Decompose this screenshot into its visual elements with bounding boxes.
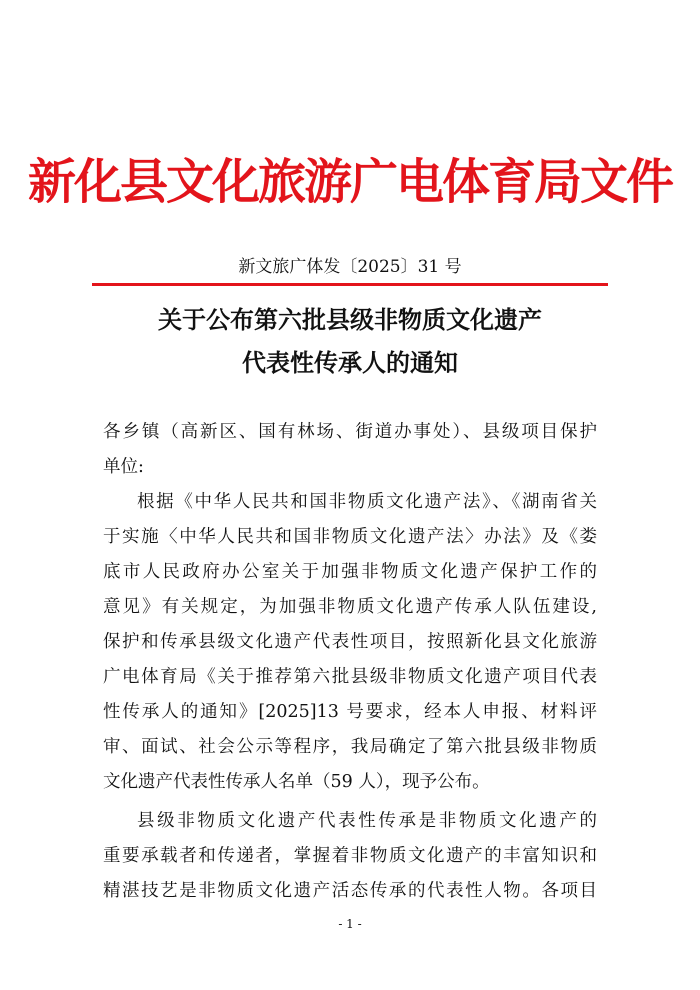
paragraph-1-line-9: 文化遗产代表性传承人名单（59 人），现予公布。 bbox=[103, 772, 490, 792]
issuing-authority-title: 新化县文化旅游广电体育局文件 bbox=[27, 154, 672, 210]
paragraph-1-line-2: 于实施〈中华人民共和国非物质文化遗产法〉办法》及《娄 bbox=[103, 527, 597, 547]
paragraph-1-line-8: 审、面试、社会公示等程序，我局确定了第六批县级非物质 bbox=[103, 737, 597, 757]
salutation-line-1: 各乡镇（高新区、国有林场、街道办事处）、县级项目保护 bbox=[103, 422, 597, 442]
paragraph-2-line-2: 重要承载者和传递者，掌握着非物质文化遗产的丰富知识和 bbox=[103, 846, 597, 866]
paragraph-1-line-1: 根据《中华人民共和国非物质文化遗产法》、《湖南省关 bbox=[137, 492, 597, 512]
paragraph-1-line-7: 性传承人的通知》[2025]13 号要求，经本人申报、材料评 bbox=[103, 702, 597, 722]
salutation-line-2: 单位: bbox=[103, 457, 144, 477]
page-number: - 1 - bbox=[338, 917, 362, 931]
paragraph-2-line-1: 县级非物质文化遗产代表性传承是非物质文化遗产的 bbox=[137, 811, 597, 831]
paragraph-1-line-5: 保护和传承县级文化遗产代表性项目，按照新化县文化旅游 bbox=[103, 632, 597, 652]
paragraph-1-line-4: 意见》有关规定，为加强非物质文化遗产传承人队伍建设, bbox=[103, 597, 597, 617]
paragraph-1-line-6: 广电体育局《关于推荐第六批县级非物质文化遗产项目代表 bbox=[103, 667, 597, 687]
red-separator-rule bbox=[92, 283, 608, 286]
notice-title-line-2: 代表性传承人的通知 bbox=[242, 348, 458, 377]
notice-title-line-1: 关于公布第六批县级非物质文化遗产 bbox=[158, 305, 542, 334]
paragraph-1-line-3: 底市人民政府办公室关于加强非物质文化遗产保护工作的 bbox=[103, 562, 597, 582]
document-number: 新文旅广体发〔2025〕31 号 bbox=[238, 257, 462, 277]
paragraph-2-line-3: 精湛技艺是非物质文化遗产活态传承的代表性人物。各项目 bbox=[103, 881, 597, 901]
